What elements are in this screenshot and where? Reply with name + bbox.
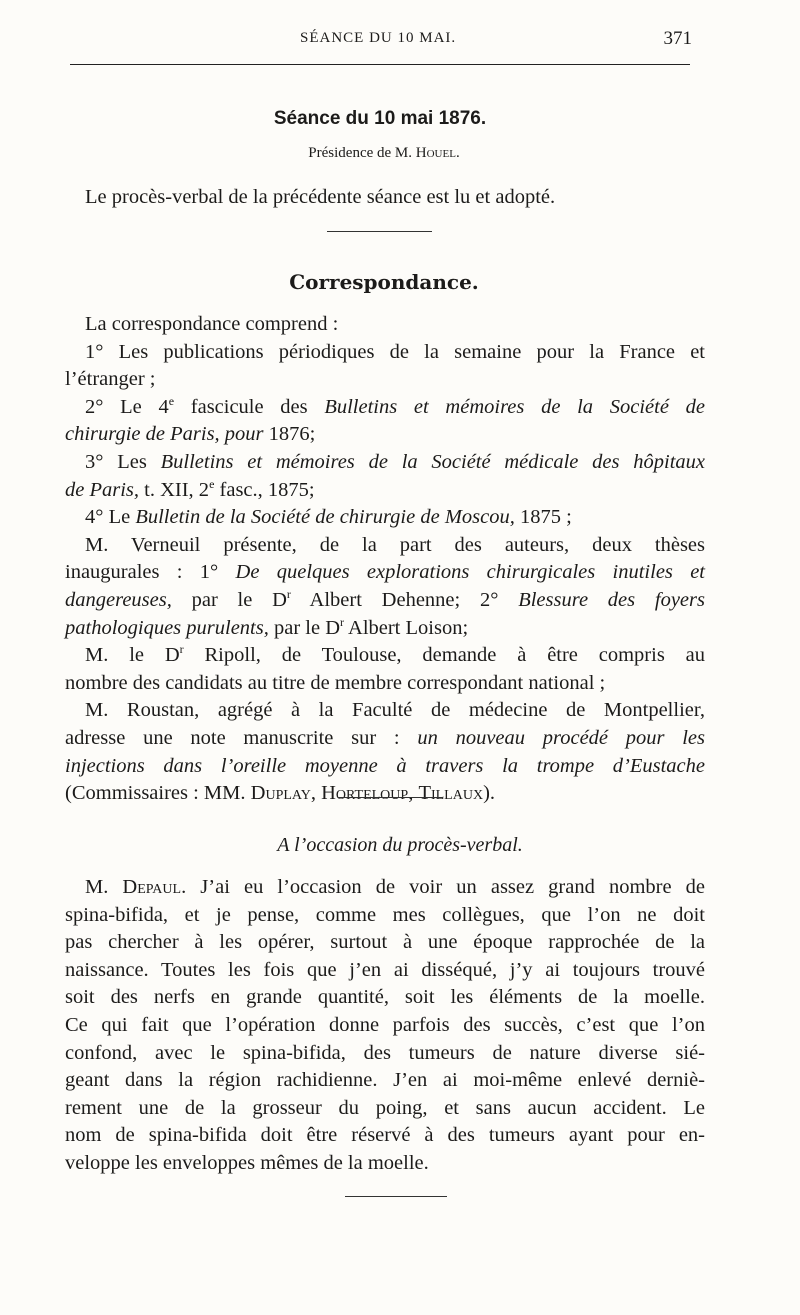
depaul-line-5: soit des nerfs en grande quantité, soit les éléments de la moelle.: [65, 986, 705, 1009]
item-2-line-2: chirurgie de Paris, pour 1876;: [65, 423, 316, 446]
roustan-line-1: M. Roustan, agrégé à la Faculté de médecine de Montpellier,: [85, 699, 705, 722]
depaul-line-3: pas chercher à les opérer, surtout à une époque rapprochée de la: [65, 931, 705, 954]
occasion-heading: A l’occasion du procès-verbal.: [277, 834, 523, 856]
section-divider: [327, 231, 432, 232]
section-divider: [338, 797, 443, 798]
depaul-line-11: veloppe les enveloppes mêmes de la moelle.: [65, 1151, 429, 1174]
roustan-line-2: adresse une note manuscrite sur : un nouveau procédé pour les: [65, 726, 705, 749]
item-1-line-1: 1° Les publications périodiques de la semaine pour la France et: [85, 340, 705, 363]
depaul-line-10: nom de spina-bifida doit être réservé à des tumeurs ayant pour en-: [65, 1124, 705, 1147]
roustan-line-3: injections dans l’oreille moyenne à travers la trompe d’Eustache: [65, 754, 705, 777]
ripoll-line-2: nombre des candidats au titre de membre correspondant national ;: [65, 671, 606, 694]
proces-verbal-text: Le procès-verbal de la précédente séance est lu et adopté.: [85, 186, 556, 208]
presidence-prefix: Présidence de M.: [308, 145, 416, 161]
depaul-line-6: Ce qui fait que l’opération donne parfois des succès, c’est que l’on: [65, 1013, 705, 1036]
depaul-line-2: spina-bifida, et je pense, comme mes collègues, que l’on ne doit: [65, 903, 705, 926]
item-3-line-2: de Paris, t. XII, 2e fasc., 1875;: [65, 476, 315, 501]
running-title: SÉANCE DU 10 MAI.: [300, 30, 457, 46]
correspondance-heading: Correspondance.: [289, 270, 479, 294]
depaul-line-1: M. Depaul. J’ai eu l’occasion de voir un assez grand nombre de: [85, 876, 705, 898]
depaul-line-7: confond, avec le spina-bifida, des tumeurs de nature diverse sié-: [65, 1041, 705, 1064]
president-name: Houel: [415, 145, 456, 161]
proces-verbal-line: [65, 184, 705, 212]
verneuil-line-3: dangereuses, par le $D^r$ Albert Dehenne; 2° Blessure des foyers: [65, 586, 705, 611]
speaker-name: M. Depaul.: [85, 876, 187, 898]
item-3-line-1: 3° Les Bulletins et mémoires de la Société médicale des hôpitaux: [85, 450, 705, 473]
verneuil-line-1: M. Verneuil présente, de la part des auteurs, deux thèses: [85, 533, 705, 556]
depaul-line-9: rement une de la grosseur du poing, et sans aucun accident. Le: [65, 1096, 705, 1119]
depaul-paragraph: [65, 874, 705, 1178]
verneuil-line-2: inaugurales : 1° De quelques explorations chirurgicales inutiles et: [65, 561, 705, 584]
seance-title: Séance du 10 mai 1876.: [273, 108, 487, 129]
presidence-line: [0, 145, 784, 162]
ripoll-line-1: M. le $D^r$ Ripoll, de Toulouse, demande à être compris au: [85, 642, 705, 667]
roustan-line-4: (Commissaires : MM. Duplay, Horteloup, Tillaux).: [65, 782, 496, 805]
running-head: [0, 30, 800, 54]
depaul-line-4: naissance. Toutes les fois que j’en ai disséqué, j’y ai toujours trouvé: [65, 958, 705, 981]
item-1-line-2: l’étranger ;: [65, 368, 156, 391]
end-divider: [345, 1196, 447, 1197]
page-number: 371: [663, 28, 692, 49]
correspondance-intro: La correspondance comprend :: [85, 313, 339, 335]
presidence-suffix: .: [455, 145, 460, 161]
item-4-line: 4° Le Bulletin de la Société de chirurgie de Moscou, 1875 ;: [85, 506, 572, 529]
depaul-line-8: geant dans la région rachidienne. J’en ai moi-même enlevé derniè-: [65, 1069, 705, 1092]
correspondance-list: [65, 311, 705, 808]
header-rule: [70, 64, 690, 65]
verneuil-line-4: pathologiques purulents, par le $D^r$ Albert Loison;: [65, 614, 469, 639]
item-2-line-1: 2° Le 4e fascicule des Bulletins et mémoires de la Société de: [85, 393, 705, 418]
